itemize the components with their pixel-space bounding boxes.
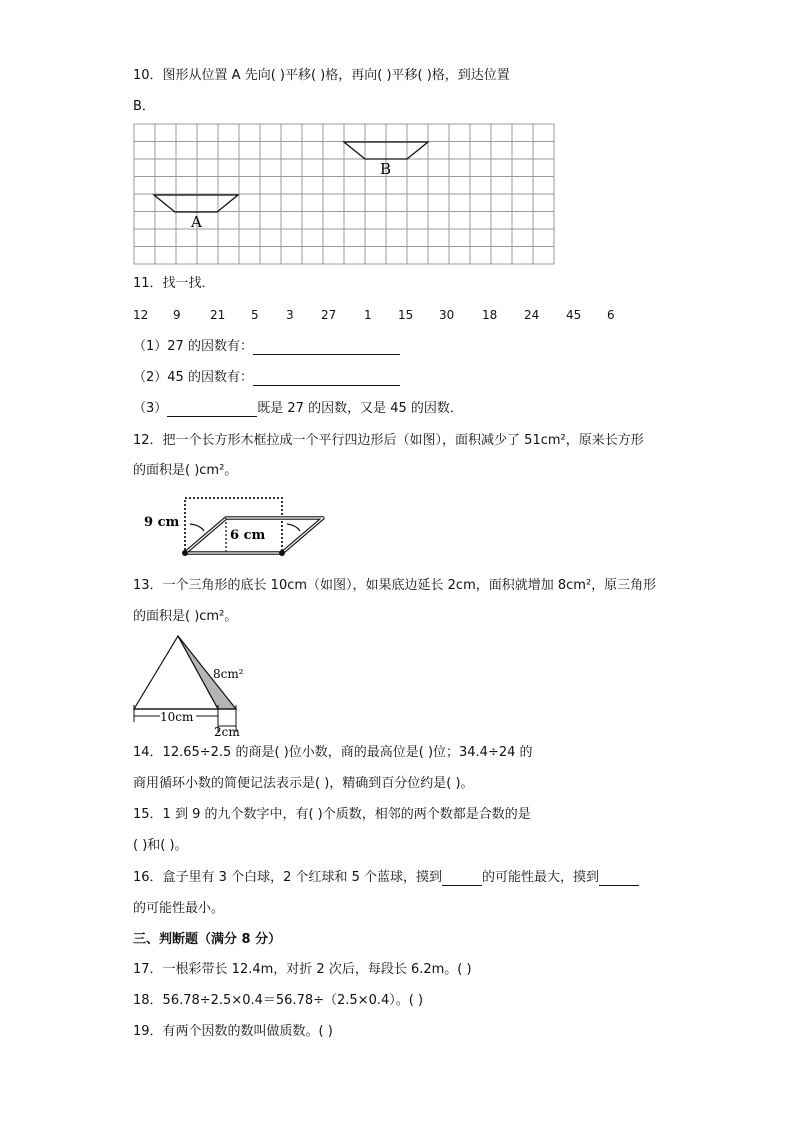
- number: 27: [321, 308, 337, 322]
- q13-line1: 13．一个三角形的底长 10cm（如图），如果底边延长 2cm，面积就增加 8cm²，原三角形: [133, 578, 657, 593]
- q10-line2: B．: [133, 99, 155, 114]
- q16-line1: [133, 870, 639, 886]
- number: 24: [524, 308, 540, 322]
- label-2cm: 2cm: [214, 725, 240, 738]
- q11-part3-prefix: （3）: [133, 401, 168, 416]
- number: 15: [398, 308, 414, 322]
- number: 45: [566, 308, 582, 322]
- q19: 19．有两个因数的数叫做质数。( ): [133, 1024, 333, 1039]
- q12-line2: 的面积是( )cm²。: [133, 463, 238, 478]
- label-area: 8cm²: [213, 667, 244, 681]
- corner-dot: [182, 550, 188, 556]
- number: 1: [364, 308, 372, 322]
- q11-part2-text: （2）45 的因数有：: [133, 370, 253, 385]
- answer-blank[interactable]: [253, 340, 400, 355]
- q10-grid-figure: [133, 123, 556, 265]
- number: 5: [251, 308, 259, 322]
- label-10cm: 10cm: [160, 710, 194, 724]
- q11-part1: [133, 339, 400, 355]
- q11-part3-suffix: 既是 27 的因数，又是 45 的因数．: [257, 401, 463, 416]
- number: 12: [133, 308, 149, 322]
- q12-figure: [140, 491, 335, 561]
- label-a: A: [191, 213, 202, 231]
- q15-line2: ( )和( )。: [133, 838, 188, 853]
- q14-line2: 商用循环小数的简便记法表示是( )，精确到百分位约是( )。: [133, 776, 474, 791]
- corner-dot: [279, 550, 285, 556]
- q11-part1-text: （1）27 的因数有：: [133, 339, 253, 354]
- answer-blank[interactable]: [253, 371, 400, 386]
- number: 30: [439, 308, 455, 322]
- q11-number-row: [0, 308, 794, 324]
- answer-blank[interactable]: [599, 871, 639, 886]
- q16-line2: 的可能性最小。: [133, 901, 225, 916]
- answer-blank[interactable]: [167, 402, 257, 417]
- q16-text-a: 16．盒子里有 3 个白球，2 个红球和 5 个蓝球，摸到: [133, 870, 443, 885]
- number: 21: [210, 308, 226, 322]
- number: 3: [286, 308, 294, 322]
- number: 9: [173, 308, 181, 322]
- q13-line2: 的面积是( )cm²。: [133, 609, 238, 624]
- q10-line1: 10．图形从位置 A 先向( )平移( )格，再向( )平移( )格，到达位置: [133, 68, 510, 83]
- section-title: 三、判断题（满分 8 分）: [133, 932, 282, 947]
- q11-part2: [133, 370, 400, 386]
- q15-line1: 15．1 到 9 的九个数字中，有( )个质数，相邻的两个数都是合数的是: [133, 807, 531, 822]
- number: 6: [607, 308, 615, 322]
- q11-part3: [133, 401, 463, 417]
- rotate-arrow-icon: [190, 524, 204, 531]
- q18: 18．56.78÷2.5×0.4＝56.78÷（2.5×0.4）。( ): [133, 993, 424, 1008]
- q13-figure: [130, 632, 255, 738]
- q11-title: 11．找一找．: [133, 276, 215, 291]
- grid-lines: [134, 124, 554, 264]
- original-rectangle: [185, 498, 282, 553]
- shape-a: [154, 195, 238, 212]
- number: 18: [482, 308, 498, 322]
- q12-line1: 12．把一个长方形木框拉成一个平行四边形后（如图），面积减少了 51cm²，原来长方形: [133, 433, 644, 448]
- rotate-arrow-icon: [287, 524, 300, 531]
- label-9cm: 9 cm: [144, 515, 180, 530]
- q17: 17．一根彩带长 12.4m，对折 2 次后，每段长 6.2m。( ): [133, 962, 472, 977]
- label-6cm: 6 cm: [230, 528, 266, 543]
- q14-line1: 14．12.65÷2.5 的商是( )位小数，商的最高位是( )位；34.4÷24 的: [133, 745, 533, 760]
- q16-text-b: 的可能性最大，摸到: [482, 870, 600, 885]
- label-b: B: [380, 160, 392, 178]
- answer-blank[interactable]: [442, 871, 482, 886]
